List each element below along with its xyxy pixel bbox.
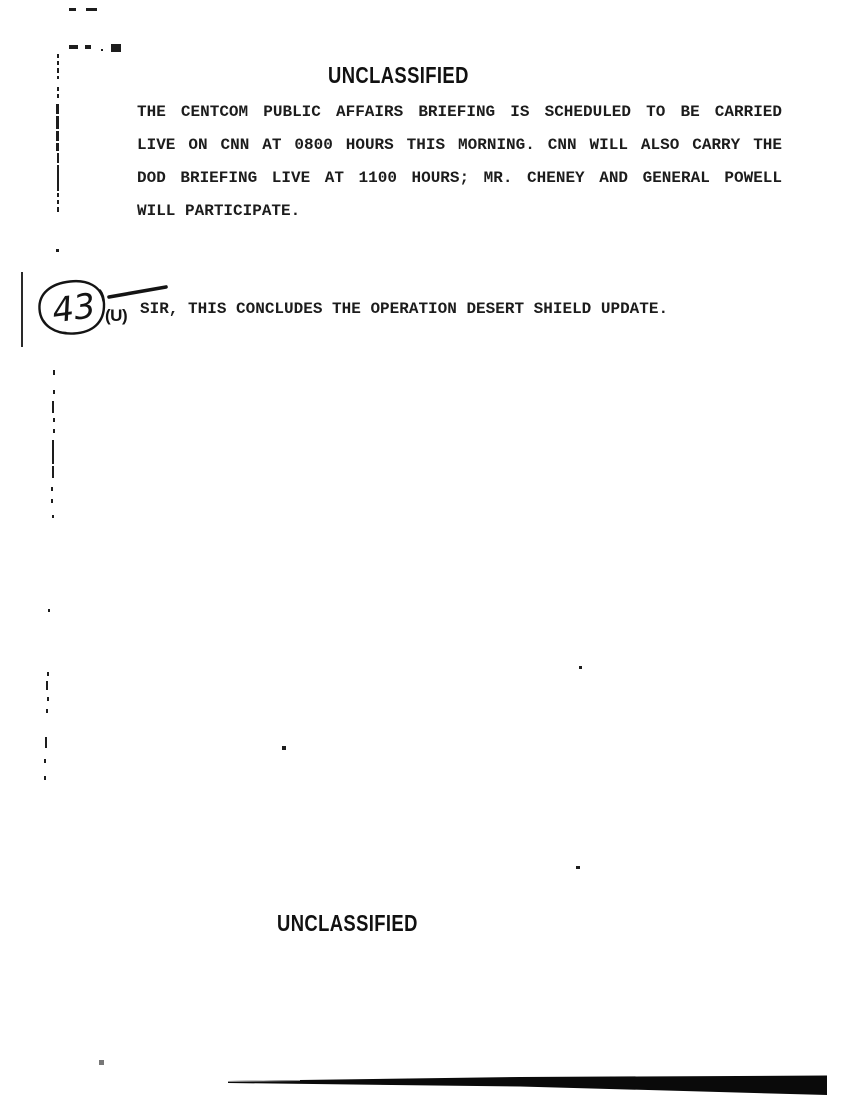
scan-speck: [46, 709, 48, 713]
classification-footer: UNCLASSIFIED: [277, 910, 418, 936]
scan-speck: [51, 487, 53, 491]
scan-speck: [46, 681, 48, 690]
scan-speck: [579, 666, 582, 669]
scan-speck: [56, 249, 59, 252]
scan-speck: [56, 104, 59, 114]
scan-speck: [56, 131, 59, 141]
scan-speck: [57, 153, 59, 163]
scan-speck: [57, 68, 59, 73]
scan-speck: [53, 418, 55, 422]
scan-speck: [51, 499, 53, 503]
scan-speck: [53, 370, 55, 375]
scan-speck: [57, 87, 59, 91]
scan-speck: [44, 759, 46, 763]
scan-speck: [44, 776, 46, 780]
scan-speck: [56, 143, 59, 151]
briefing-paragraph: [137, 96, 782, 228]
scan-speck: [52, 440, 54, 464]
handwritten-circle: [39, 281, 104, 333]
scan-speck: [57, 54, 59, 58]
portion-marking: (U): [105, 306, 128, 325]
scan-speck: [48, 609, 50, 612]
scan-speck: [57, 193, 59, 197]
scan-speck: [69, 45, 78, 49]
scan-speck: [101, 49, 103, 51]
scan-speck: [576, 866, 580, 869]
scan-speck: [69, 8, 76, 11]
scan-edge-tip: [228, 1081, 300, 1082]
scan-speck: [47, 697, 49, 701]
scan-speck: [85, 45, 91, 49]
paragraph-line-1: THE CENTCOM PUBLIC AFFAIRS BRIEFING IS SCHEDULED TO BE CARRIED: [137, 103, 782, 121]
scan-speck: [45, 737, 47, 748]
handwritten-page-number: 43: [49, 285, 99, 332]
scan-speck: [56, 116, 59, 129]
scan-speck: [57, 61, 59, 65]
scan-speck: [282, 746, 286, 750]
paragraph-line-2: LIVE ON CNN AT 0800 HOURS THIS MORNING. CNN WILL ALSO CARRY THE: [137, 136, 782, 154]
scan-speck: [57, 76, 59, 79]
paragraph-line-4: WILL PARTICIPATE.: [137, 202, 301, 220]
scan-speck: [47, 672, 49, 676]
scan-speck: [52, 466, 54, 478]
scan-speck: [53, 429, 55, 433]
scan-speck: [57, 200, 59, 204]
handwritten-circle-overlap: [44, 321, 66, 333]
paragraph-line-3: DOD BRIEFING LIVE AT 1100 HOURS; MR. CHENEY AND GENERAL POWELL: [137, 169, 782, 187]
scan-speck: [57, 165, 59, 191]
scan-speck: [57, 94, 59, 98]
closing-line: SIR, THIS CONCLUDES THE OPERATION DESERT SHIELD UPDATE.: [140, 300, 669, 318]
scan-speck: [52, 401, 54, 413]
classification-header: UNCLASSIFIED: [328, 62, 469, 88]
scan-speck: [52, 515, 54, 518]
handwritten-tick-mark: [109, 287, 166, 297]
margin-line-artifact: [21, 272, 23, 347]
scan-speck: [111, 44, 121, 52]
scan-edge-wedge: [228, 1076, 827, 1096]
scan-speck: [86, 8, 97, 11]
scan-speck: [57, 207, 59, 212]
scan-speck: [99, 1060, 104, 1065]
scan-speck: [53, 390, 55, 394]
